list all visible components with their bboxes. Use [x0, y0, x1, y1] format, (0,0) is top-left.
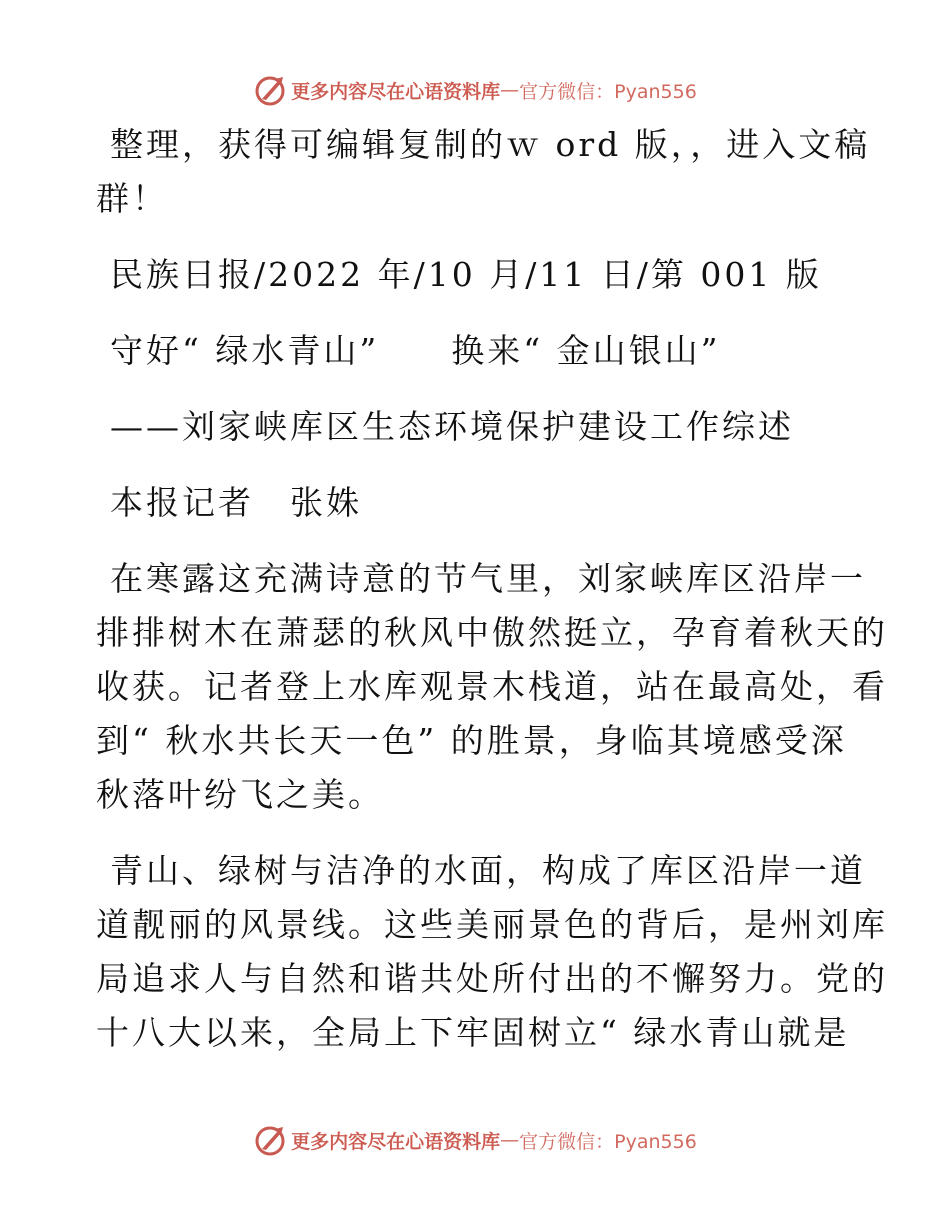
- header-watermark-banner: [0, 70, 950, 110]
- paragraph1-line-4: 到“ 秋水共长天一色” 的胜景，身临其境感受深: [96, 721, 847, 760]
- paragraph1-line-1: 在寒露这充满诗意的节气里，刘家峡库区沿岸一: [110, 559, 866, 598]
- banner-separator: —: [500, 1129, 520, 1151]
- banner-brand-text: 更多内容尽在心语资料库: [291, 80, 501, 103]
- paragraph2-line-4: 十八大以来，全局上下牢固树立“ 绿水青山就是: [96, 1013, 850, 1052]
- subheadline: ——刘家峡库区生态环境保护建设工作综述: [110, 407, 794, 446]
- quill-pen-circle-icon: [253, 73, 287, 107]
- paragraph1-line-5: 秋落叶纷飞之美。: [96, 775, 384, 814]
- banner-wechat-text: 官方微信：Pyan556: [519, 80, 697, 103]
- banner-brand-text: 更多内容尽在心语资料库: [291, 1130, 501, 1153]
- headline: 守好“ 绿水青山” 换来“ 金山银山”: [110, 331, 721, 370]
- paragraph1-line-3: 收获。记者登上水库观景木栈道，站在最高处，看: [96, 667, 888, 706]
- intro-line-2: 群！: [96, 179, 168, 218]
- paragraph2-line-3: 局追求人与自然和谐共处所付出的不懈努力。党的: [96, 959, 888, 998]
- paragraph2-line-2: 道靓丽的风景线。这些美丽景色的背后，是州刘库: [96, 905, 888, 944]
- byline: 本报记者 张姝: [110, 483, 362, 522]
- source-line: 民族日报/2022 年/10 月/11 日/第 001 版: [110, 255, 822, 294]
- quill-pen-circle-icon: [253, 1123, 287, 1157]
- banner-separator: —: [500, 79, 520, 101]
- document-body: [96, 118, 888, 1060]
- footer-watermark-banner: [0, 1120, 950, 1160]
- banner-wechat-text: 官方微信：Pyan556: [519, 1130, 697, 1153]
- intro-line-1: 整理，获得可编辑复制的ｗ ord 版，，进入文稿: [110, 125, 871, 164]
- paragraph1-line-2: 排排树木在萧瑟的秋风中傲然挺立，孕育着秋天的: [96, 613, 888, 652]
- paragraph2-line-1: 青山、绿树与洁净的水面，构成了库区沿岸一道: [110, 851, 866, 890]
